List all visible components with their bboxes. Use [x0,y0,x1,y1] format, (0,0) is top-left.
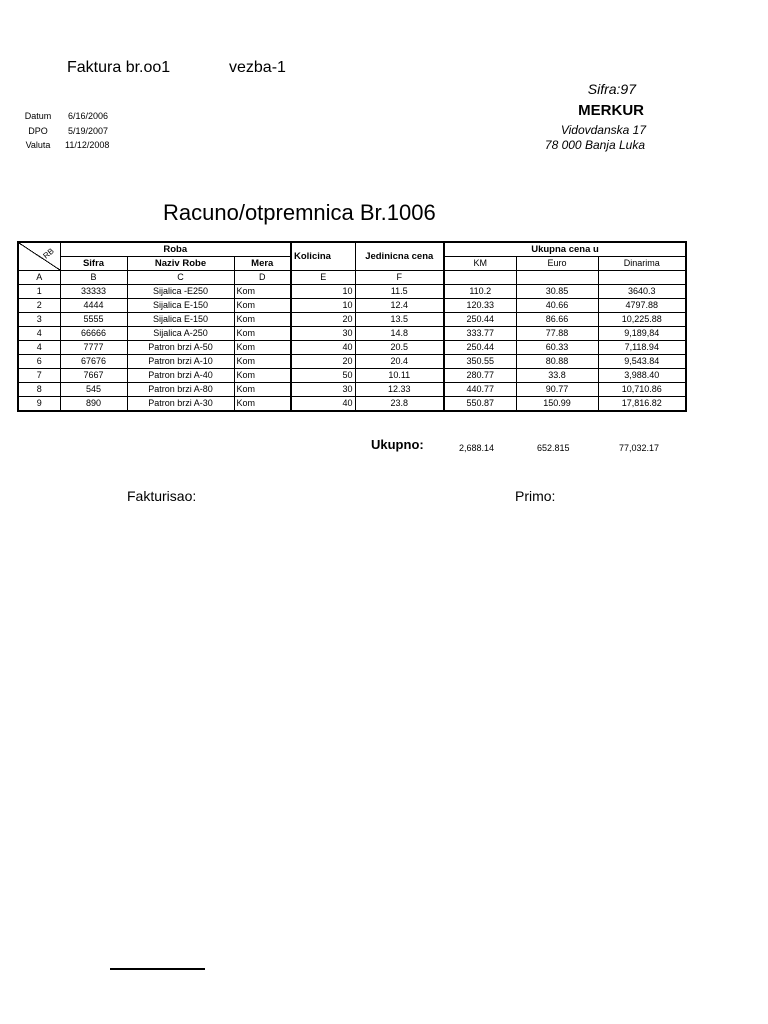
row-naziv: Sijalica -E250 [127,285,234,299]
row-kolicina: 20 [291,355,355,369]
row-naziv: Patron brzi A-80 [127,383,234,397]
row-cena: 23.8 [355,397,444,412]
row-dinarima: 4797.88 [598,299,686,313]
row-rb: 4 [18,341,60,355]
row-mera: Kom [234,299,291,313]
row-cena: 14.8 [355,327,444,341]
row-kolicina: 40 [291,397,355,412]
empty-cell [598,271,686,285]
row-euro: 80.88 [516,355,598,369]
row-mera: Kom [234,369,291,383]
row-dinarima: 3,988.40 [598,369,686,383]
cena-header: Jedinicna cena [355,242,444,271]
row-sifra: 4444 [60,299,127,313]
col-letter-c: C [127,271,234,285]
row-sifra: 890 [60,397,127,412]
table-row [18,383,686,397]
signature-line [110,968,205,970]
row-rb: 6 [18,355,60,369]
row-cena: 13.5 [355,313,444,327]
row-sifra: 545 [60,383,127,397]
row-dinarima: 10,710.86 [598,383,686,397]
row-dinarima: 10,225.88 [598,313,686,327]
row-kolicina: 20 [291,313,355,327]
row-rb: 7 [18,369,60,383]
roba-header: Roba [60,242,291,257]
row-mera: Kom [234,383,291,397]
kolicina-header: Kolicina [291,242,355,271]
col-letter-f: F [355,271,444,285]
row-mera: Kom [234,341,291,355]
row-rb: 9 [18,397,60,412]
col-letter-b: B [60,271,127,285]
row-cena: 10.11 [355,369,444,383]
row-mera: Kom [234,397,291,412]
supplier-name: MERKUR [578,102,644,119]
row-dinarima: 17,816.82 [598,397,686,412]
row-naziv: Patron brzi A-40 [127,369,234,383]
row-kolicina: 10 [291,285,355,299]
row-km: 250.44 [444,313,516,327]
row-mera: Kom [234,327,291,341]
ukupna-header: Ukupna cena u [444,242,686,257]
row-naziv: Patron brzi A-10 [127,355,234,369]
row-naziv: Patron brzi A-50 [127,341,234,355]
invoice-title: Faktura br.oo1 [67,59,171,76]
row-km: 550.87 [444,397,516,412]
row-dinarima: 7,118.94 [598,341,686,355]
rb-header: RB [41,246,56,261]
supplier-street: Vidovdanska 17 [560,123,646,137]
total-dinarima: 77,032.17 [619,443,660,453]
invoice-table [17,241,687,412]
row-rb: 2 [18,299,60,313]
row-sifra: 5555 [60,313,127,327]
row-rb: 8 [18,383,60,397]
row-dinarima: 9,543.84 [598,355,686,369]
row-euro: 33.8 [516,369,598,383]
row-sifra: 33333 [60,285,127,299]
row-kolicina: 30 [291,383,355,397]
euro-header: Euro [516,257,598,271]
table-row [18,285,686,299]
total-euro: 652.815 [537,443,570,453]
date-label: Datum [24,111,52,121]
row-km: 440.77 [444,383,516,397]
row-km: 110.2 [444,285,516,299]
col-letter-e: E [291,271,355,285]
document-title: Racuno/otpremnica Br.1006 [163,200,436,225]
row-dinarima: 9,189,84 [598,327,686,341]
row-euro: 90.77 [516,383,598,397]
rb-header-cell [18,242,60,271]
valuta-label: Valuta [25,140,51,150]
table-row [18,341,686,355]
row-cena: 20.4 [355,355,444,369]
empty-cell [516,271,598,285]
supplier-code: Sifra:97 [587,81,636,97]
row-sifra: 67676 [60,355,127,369]
table-row [18,369,686,383]
table-row [18,299,686,313]
row-euro: 86.66 [516,313,598,327]
dpo-value: 5/19/2007 [68,126,109,136]
row-km: 120.33 [444,299,516,313]
date-value: 6/16/2006 [68,111,109,121]
row-mera: Kom [234,355,291,369]
row-km: 280.77 [444,369,516,383]
row-kolicina: 30 [291,327,355,341]
table-row [18,313,686,327]
row-naziv: Sijalica A-250 [127,327,234,341]
row-cena: 11.5 [355,285,444,299]
row-kolicina: 10 [291,299,355,313]
row-sifra: 66666 [60,327,127,341]
sifra-header: Sifra [60,257,127,271]
empty-cell [444,271,516,285]
row-euro: 40.66 [516,299,598,313]
row-kolicina: 40 [291,341,355,355]
row-rb: 1 [18,285,60,299]
row-sifra: 7777 [60,341,127,355]
row-cena: 12.33 [355,383,444,397]
row-dinarima: 3640.3 [598,285,686,299]
naziv-header: Naziv Robe [127,257,234,271]
row-rb: 4 [18,327,60,341]
row-km: 350.55 [444,355,516,369]
row-euro: 60.33 [516,341,598,355]
total-km: 2,688.14 [459,443,495,453]
primo-label: Primo: [515,488,556,504]
row-sifra: 7667 [60,369,127,383]
row-km: 333.77 [444,327,516,341]
row-mera: Kom [234,313,291,327]
km-header: KM [444,257,516,271]
table-row [18,327,686,341]
row-rb: 3 [18,313,60,327]
table-row [18,355,686,369]
row-cena: 20.5 [355,341,444,355]
mera-header: Mera [234,257,291,271]
supplier-city: 78 000 Banja Luka [544,138,645,152]
dpo-label: DPO [28,126,48,136]
col-letter-d: D [234,271,291,285]
totals-label: Ukupno: [371,437,424,452]
row-naziv: Patron brzi A-30 [127,397,234,412]
exercise-label: vezba-1 [229,59,286,76]
row-mera: Kom [234,285,291,299]
header-row-1 [18,242,686,257]
col-letter-a: A [18,271,60,285]
valuta-value: 11/12/2008 [65,140,110,150]
table-row [18,397,686,412]
row-km: 250.44 [444,341,516,355]
row-euro: 30.85 [516,285,598,299]
row-kolicina: 50 [291,369,355,383]
row-naziv: Sijalica E-150 [127,313,234,327]
letters-row [18,271,686,285]
row-euro: 150.99 [516,397,598,412]
row-euro: 77.88 [516,327,598,341]
row-cena: 12.4 [355,299,444,313]
fakturisao-label: Fakturisao: [127,488,197,504]
row-naziv: Sijalica E-150 [127,299,234,313]
dinarima-header: Dinarima [598,257,686,271]
